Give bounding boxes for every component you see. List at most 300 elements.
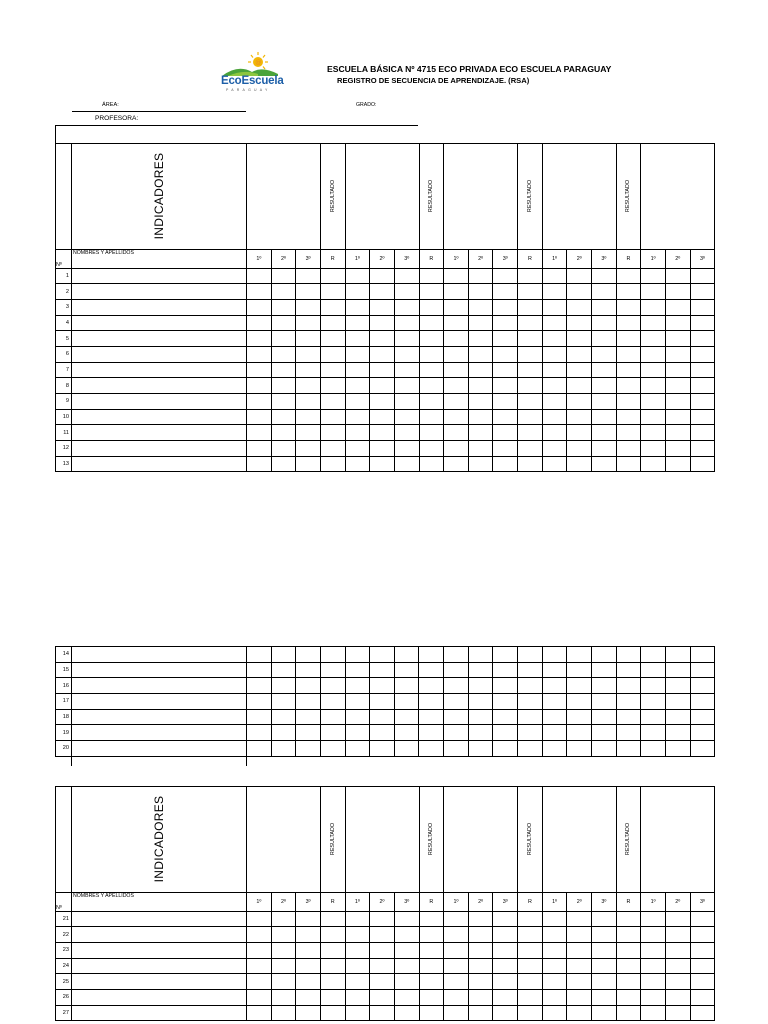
grade-cell[interactable] bbox=[641, 911, 666, 927]
grade-cell[interactable] bbox=[247, 989, 272, 1005]
grade-cell[interactable] bbox=[247, 647, 272, 663]
grade-cell[interactable] bbox=[641, 456, 666, 472]
grade-cell[interactable] bbox=[468, 694, 493, 710]
grade-cell[interactable] bbox=[665, 725, 690, 741]
grade-cell[interactable] bbox=[641, 694, 666, 710]
grade-cell[interactable] bbox=[518, 1005, 543, 1021]
grade-cell[interactable] bbox=[665, 694, 690, 710]
grade-cell[interactable] bbox=[444, 647, 469, 663]
grade-cell[interactable] bbox=[567, 456, 592, 472]
grade-cell[interactable] bbox=[468, 989, 493, 1005]
grade-cell[interactable] bbox=[247, 927, 272, 943]
grade-cell[interactable] bbox=[320, 394, 345, 410]
grade-cell[interactable] bbox=[419, 989, 444, 1005]
grade-cell[interactable] bbox=[616, 974, 641, 990]
grade-cell[interactable] bbox=[591, 678, 616, 694]
grade-cell[interactable] bbox=[444, 942, 469, 958]
grade-cell[interactable] bbox=[493, 647, 518, 663]
grade-cell[interactable] bbox=[394, 1005, 419, 1021]
grade-cell[interactable] bbox=[592, 441, 617, 457]
grade-cell[interactable] bbox=[370, 409, 395, 425]
grade-cell[interactable] bbox=[518, 662, 543, 678]
grade-cell[interactable] bbox=[370, 942, 395, 958]
grade-cell[interactable] bbox=[444, 362, 469, 378]
grade-cell[interactable] bbox=[567, 441, 592, 457]
grade-cell[interactable] bbox=[567, 1005, 592, 1021]
grade-cell[interactable] bbox=[493, 456, 518, 472]
grade-cell[interactable] bbox=[616, 662, 641, 678]
grade-cell[interactable] bbox=[271, 409, 296, 425]
grade-cell[interactable] bbox=[542, 927, 567, 943]
grade-cell[interactable] bbox=[690, 284, 715, 300]
student-name-cell[interactable] bbox=[72, 974, 247, 990]
grade-cell[interactable] bbox=[419, 974, 444, 990]
grade-cell[interactable] bbox=[320, 974, 345, 990]
grade-cell[interactable] bbox=[616, 958, 641, 974]
grade-cell[interactable] bbox=[296, 299, 321, 315]
student-name-cell[interactable] bbox=[72, 315, 247, 331]
grade-cell[interactable] bbox=[444, 927, 469, 943]
grade-cell[interactable] bbox=[296, 662, 321, 678]
grade-cell[interactable] bbox=[592, 284, 617, 300]
grade-cell[interactable] bbox=[616, 709, 641, 725]
grade-cell[interactable] bbox=[444, 299, 469, 315]
grade-cell[interactable] bbox=[690, 741, 715, 757]
grade-cell[interactable] bbox=[567, 958, 592, 974]
grade-cell[interactable] bbox=[518, 284, 543, 300]
grade-cell[interactable] bbox=[518, 725, 543, 741]
grade-cell[interactable] bbox=[616, 425, 641, 441]
grade-cell[interactable] bbox=[345, 409, 370, 425]
grade-cell[interactable] bbox=[345, 958, 370, 974]
grade-cell[interactable] bbox=[468, 346, 493, 362]
grade-cell[interactable] bbox=[444, 331, 469, 347]
grade-cell[interactable] bbox=[271, 315, 296, 331]
grade-cell[interactable] bbox=[665, 268, 690, 284]
grade-cell[interactable] bbox=[444, 315, 469, 331]
grade-cell[interactable] bbox=[493, 346, 518, 362]
grade-cell[interactable] bbox=[444, 378, 469, 394]
grade-cell[interactable] bbox=[394, 678, 419, 694]
grade-cell[interactable] bbox=[518, 394, 543, 410]
grade-cell[interactable] bbox=[468, 409, 493, 425]
grade-cell[interactable] bbox=[247, 741, 272, 757]
grade-cell[interactable] bbox=[641, 378, 666, 394]
grade-cell[interactable] bbox=[370, 709, 395, 725]
grade-cell[interactable] bbox=[419, 441, 444, 457]
grade-cell[interactable] bbox=[690, 299, 715, 315]
grade-cell[interactable] bbox=[419, 725, 444, 741]
grade-cell[interactable] bbox=[542, 346, 567, 362]
grade-cell[interactable] bbox=[394, 394, 419, 410]
grade-cell[interactable] bbox=[345, 678, 370, 694]
grade-cell[interactable] bbox=[320, 958, 345, 974]
student-name-cell[interactable] bbox=[72, 456, 247, 472]
grade-cell[interactable] bbox=[271, 441, 296, 457]
grade-cell[interactable] bbox=[320, 362, 345, 378]
grade-cell[interactable] bbox=[493, 409, 518, 425]
grade-cell[interactable] bbox=[690, 927, 715, 943]
grade-cell[interactable] bbox=[468, 456, 493, 472]
grade-cell[interactable] bbox=[542, 647, 567, 663]
grade-cell[interactable] bbox=[296, 346, 321, 362]
grade-cell[interactable] bbox=[493, 284, 518, 300]
grade-cell[interactable] bbox=[345, 362, 370, 378]
grade-cell[interactable] bbox=[394, 409, 419, 425]
grade-cell[interactable] bbox=[370, 662, 395, 678]
grade-cell[interactable] bbox=[665, 331, 690, 347]
grade-cell[interactable] bbox=[468, 378, 493, 394]
grade-cell[interactable] bbox=[641, 725, 666, 741]
grade-cell[interactable] bbox=[296, 709, 321, 725]
grade-cell[interactable] bbox=[542, 299, 567, 315]
grade-cell[interactable] bbox=[296, 394, 321, 410]
grade-cell[interactable] bbox=[493, 958, 518, 974]
grade-cell[interactable] bbox=[690, 441, 715, 457]
grade-cell[interactable] bbox=[370, 315, 395, 331]
grade-cell[interactable] bbox=[271, 942, 296, 958]
grade-cell[interactable] bbox=[567, 394, 592, 410]
grade-cell[interactable] bbox=[296, 362, 321, 378]
grade-cell[interactable] bbox=[616, 284, 641, 300]
grade-cell[interactable] bbox=[665, 299, 690, 315]
indicator-group-cell[interactable] bbox=[444, 786, 518, 892]
grade-cell[interactable] bbox=[296, 911, 321, 927]
grade-cell[interactable] bbox=[641, 299, 666, 315]
grade-cell[interactable] bbox=[493, 331, 518, 347]
grade-cell[interactable] bbox=[394, 942, 419, 958]
grade-cell[interactable] bbox=[271, 709, 296, 725]
indicator-group-cell[interactable] bbox=[247, 786, 321, 892]
grade-cell[interactable] bbox=[665, 425, 690, 441]
grade-cell[interactable] bbox=[247, 662, 272, 678]
grade-cell[interactable] bbox=[370, 362, 395, 378]
grade-cell[interactable] bbox=[296, 989, 321, 1005]
grade-cell[interactable] bbox=[296, 331, 321, 347]
grade-cell[interactable] bbox=[518, 331, 543, 347]
grade-cell[interactable] bbox=[394, 284, 419, 300]
grade-cell[interactable] bbox=[296, 378, 321, 394]
grade-cell[interactable] bbox=[665, 958, 690, 974]
grade-cell[interactable] bbox=[419, 927, 444, 943]
grade-cell[interactable] bbox=[493, 725, 518, 741]
grade-cell[interactable] bbox=[518, 942, 543, 958]
grade-cell[interactable] bbox=[345, 725, 370, 741]
grade-cell[interactable] bbox=[345, 662, 370, 678]
grade-cell[interactable] bbox=[320, 409, 345, 425]
grade-cell[interactable] bbox=[641, 662, 666, 678]
grade-cell[interactable] bbox=[345, 284, 370, 300]
grade-cell[interactable] bbox=[468, 268, 493, 284]
grade-cell[interactable] bbox=[518, 299, 543, 315]
grade-cell[interactable] bbox=[518, 974, 543, 990]
grade-cell[interactable] bbox=[567, 678, 592, 694]
grade-cell[interactable] bbox=[518, 346, 543, 362]
grade-cell[interactable] bbox=[394, 378, 419, 394]
grade-cell[interactable] bbox=[616, 647, 641, 663]
grade-cell[interactable] bbox=[468, 331, 493, 347]
grade-cell[interactable] bbox=[271, 378, 296, 394]
grade-cell[interactable] bbox=[542, 362, 567, 378]
grade-cell[interactable] bbox=[690, 456, 715, 472]
grade-cell[interactable] bbox=[493, 927, 518, 943]
grade-cell[interactable] bbox=[296, 694, 321, 710]
grade-cell[interactable] bbox=[370, 927, 395, 943]
grade-cell[interactable] bbox=[468, 284, 493, 300]
grade-cell[interactable] bbox=[296, 456, 321, 472]
grade-cell[interactable] bbox=[641, 942, 666, 958]
grade-cell[interactable] bbox=[444, 284, 469, 300]
grade-cell[interactable] bbox=[271, 647, 296, 663]
grade-cell[interactable] bbox=[419, 911, 444, 927]
grade-cell[interactable] bbox=[665, 315, 690, 331]
grade-cell[interactable] bbox=[296, 441, 321, 457]
grade-cell[interactable] bbox=[271, 989, 296, 1005]
grade-cell[interactable] bbox=[493, 662, 518, 678]
grade-cell[interactable] bbox=[616, 346, 641, 362]
grade-cell[interactable] bbox=[444, 394, 469, 410]
grade-cell[interactable] bbox=[247, 425, 272, 441]
grade-cell[interactable] bbox=[518, 709, 543, 725]
grade-cell[interactable] bbox=[616, 725, 641, 741]
grade-cell[interactable] bbox=[271, 425, 296, 441]
grade-cell[interactable] bbox=[370, 456, 395, 472]
grade-cell[interactable] bbox=[419, 284, 444, 300]
grade-cell[interactable] bbox=[567, 362, 592, 378]
grade-cell[interactable] bbox=[468, 741, 493, 757]
grade-cell[interactable] bbox=[296, 647, 321, 663]
grade-cell[interactable] bbox=[320, 989, 345, 1005]
grade-cell[interactable] bbox=[419, 346, 444, 362]
grade-cell[interactable] bbox=[567, 315, 592, 331]
grade-cell[interactable] bbox=[542, 741, 567, 757]
grade-cell[interactable] bbox=[493, 394, 518, 410]
grade-cell[interactable] bbox=[592, 315, 617, 331]
grade-cell[interactable] bbox=[419, 741, 444, 757]
grade-cell[interactable] bbox=[665, 678, 690, 694]
grade-cell[interactable] bbox=[394, 299, 419, 315]
grade-cell[interactable] bbox=[345, 456, 370, 472]
grade-cell[interactable] bbox=[567, 647, 592, 663]
grade-cell[interactable] bbox=[542, 425, 567, 441]
grade-cell[interactable] bbox=[444, 741, 469, 757]
grade-cell[interactable] bbox=[690, 647, 715, 663]
grade-cell[interactable] bbox=[370, 741, 395, 757]
grade-cell[interactable] bbox=[493, 299, 518, 315]
grade-cell[interactable] bbox=[468, 441, 493, 457]
grade-cell[interactable] bbox=[591, 725, 616, 741]
grade-cell[interactable] bbox=[592, 425, 617, 441]
grade-cell[interactable] bbox=[296, 1005, 321, 1021]
grade-cell[interactable] bbox=[493, 378, 518, 394]
grade-cell[interactable] bbox=[518, 378, 543, 394]
grade-cell[interactable] bbox=[394, 741, 419, 757]
grade-cell[interactable] bbox=[419, 315, 444, 331]
grade-cell[interactable] bbox=[518, 456, 543, 472]
indicator-group-cell[interactable] bbox=[345, 786, 419, 892]
grade-cell[interactable] bbox=[468, 647, 493, 663]
grade-cell[interactable] bbox=[394, 911, 419, 927]
grade-cell[interactable] bbox=[665, 741, 690, 757]
grade-cell[interactable] bbox=[616, 456, 641, 472]
grade-cell[interactable] bbox=[444, 456, 469, 472]
grade-cell[interactable] bbox=[665, 647, 690, 663]
grade-cell[interactable] bbox=[247, 378, 272, 394]
student-name-cell[interactable] bbox=[72, 911, 247, 927]
grade-cell[interactable] bbox=[271, 394, 296, 410]
grade-cell[interactable] bbox=[542, 942, 567, 958]
grade-cell[interactable] bbox=[444, 694, 469, 710]
grade-cell[interactable] bbox=[567, 974, 592, 990]
grade-cell[interactable] bbox=[493, 942, 518, 958]
grade-cell[interactable] bbox=[419, 394, 444, 410]
grade-cell[interactable] bbox=[542, 694, 567, 710]
grade-cell[interactable] bbox=[641, 958, 666, 974]
grade-cell[interactable] bbox=[370, 425, 395, 441]
grade-cell[interactable] bbox=[592, 456, 617, 472]
grade-cell[interactable] bbox=[591, 647, 616, 663]
grade-cell[interactable] bbox=[444, 409, 469, 425]
grade-cell[interactable] bbox=[641, 678, 666, 694]
indicator-group-cell[interactable] bbox=[444, 143, 518, 249]
indicator-group-cell[interactable] bbox=[641, 143, 715, 249]
grade-cell[interactable] bbox=[641, 1005, 666, 1021]
grade-cell[interactable] bbox=[345, 741, 370, 757]
student-name-cell[interactable] bbox=[72, 299, 247, 315]
grade-cell[interactable] bbox=[468, 927, 493, 943]
grade-cell[interactable] bbox=[542, 409, 567, 425]
grade-cell[interactable] bbox=[567, 425, 592, 441]
grade-cell[interactable] bbox=[444, 346, 469, 362]
grade-cell[interactable] bbox=[518, 958, 543, 974]
grade-cell[interactable] bbox=[493, 1005, 518, 1021]
grade-cell[interactable] bbox=[665, 709, 690, 725]
student-name-cell[interactable] bbox=[72, 378, 247, 394]
grade-cell[interactable] bbox=[518, 989, 543, 1005]
grade-cell[interactable] bbox=[493, 741, 518, 757]
grade-cell[interactable] bbox=[665, 394, 690, 410]
grade-cell[interactable] bbox=[345, 425, 370, 441]
student-name-cell[interactable] bbox=[72, 647, 247, 663]
grade-cell[interactable] bbox=[468, 1005, 493, 1021]
grade-cell[interactable] bbox=[271, 331, 296, 347]
grade-cell[interactable] bbox=[419, 362, 444, 378]
grade-cell[interactable] bbox=[247, 725, 272, 741]
grade-cell[interactable] bbox=[247, 346, 272, 362]
grade-cell[interactable] bbox=[296, 741, 321, 757]
grade-cell[interactable] bbox=[592, 378, 617, 394]
grade-cell[interactable] bbox=[641, 927, 666, 943]
student-name-cell[interactable] bbox=[72, 284, 247, 300]
grade-cell[interactable] bbox=[592, 911, 617, 927]
grade-cell[interactable] bbox=[394, 362, 419, 378]
grade-cell[interactable] bbox=[690, 1005, 715, 1021]
grade-cell[interactable] bbox=[271, 927, 296, 943]
grade-cell[interactable] bbox=[320, 284, 345, 300]
grade-cell[interactable] bbox=[320, 346, 345, 362]
grade-cell[interactable] bbox=[394, 694, 419, 710]
grade-cell[interactable] bbox=[345, 299, 370, 315]
grade-cell[interactable] bbox=[419, 456, 444, 472]
grade-cell[interactable] bbox=[468, 709, 493, 725]
grade-cell[interactable] bbox=[419, 647, 444, 663]
grade-cell[interactable] bbox=[518, 441, 543, 457]
grade-cell[interactable] bbox=[394, 441, 419, 457]
grade-cell[interactable] bbox=[616, 378, 641, 394]
grade-cell[interactable] bbox=[468, 299, 493, 315]
grade-cell[interactable] bbox=[345, 394, 370, 410]
grade-cell[interactable] bbox=[320, 331, 345, 347]
grade-cell[interactable] bbox=[518, 315, 543, 331]
grade-cell[interactable] bbox=[616, 362, 641, 378]
grade-cell[interactable] bbox=[320, 725, 345, 741]
grade-cell[interactable] bbox=[518, 911, 543, 927]
grade-cell[interactable] bbox=[370, 958, 395, 974]
grade-cell[interactable] bbox=[665, 989, 690, 1005]
grade-cell[interactable] bbox=[665, 441, 690, 457]
grade-cell[interactable] bbox=[320, 662, 345, 678]
grade-cell[interactable] bbox=[542, 989, 567, 1005]
student-name-cell[interactable] bbox=[72, 394, 247, 410]
grade-cell[interactable] bbox=[616, 741, 641, 757]
grade-cell[interactable] bbox=[518, 741, 543, 757]
grade-cell[interactable] bbox=[296, 725, 321, 741]
grade-cell[interactable] bbox=[370, 989, 395, 1005]
grade-cell[interactable] bbox=[468, 362, 493, 378]
grade-cell[interactable] bbox=[370, 911, 395, 927]
grade-cell[interactable] bbox=[419, 694, 444, 710]
grade-cell[interactable] bbox=[320, 1005, 345, 1021]
grade-cell[interactable] bbox=[247, 441, 272, 457]
grade-cell[interactable] bbox=[468, 394, 493, 410]
student-name-cell[interactable] bbox=[72, 662, 247, 678]
grade-cell[interactable] bbox=[641, 284, 666, 300]
grade-cell[interactable] bbox=[444, 1005, 469, 1021]
grade-cell[interactable] bbox=[641, 315, 666, 331]
grade-cell[interactable] bbox=[641, 268, 666, 284]
student-name-cell[interactable] bbox=[72, 989, 247, 1005]
grade-cell[interactable] bbox=[542, 911, 567, 927]
grade-cell[interactable] bbox=[296, 268, 321, 284]
grade-cell[interactable] bbox=[370, 441, 395, 457]
grade-cell[interactable] bbox=[567, 346, 592, 362]
grade-cell[interactable] bbox=[616, 678, 641, 694]
grade-cell[interactable] bbox=[394, 709, 419, 725]
grade-cell[interactable] bbox=[271, 299, 296, 315]
grade-cell[interactable] bbox=[271, 362, 296, 378]
grade-cell[interactable] bbox=[370, 268, 395, 284]
grade-cell[interactable] bbox=[370, 725, 395, 741]
student-name-cell[interactable] bbox=[72, 1005, 247, 1021]
grade-cell[interactable] bbox=[271, 1005, 296, 1021]
grade-cell[interactable] bbox=[616, 315, 641, 331]
grade-cell[interactable] bbox=[296, 927, 321, 943]
grade-cell[interactable] bbox=[320, 441, 345, 457]
grade-cell[interactable] bbox=[296, 974, 321, 990]
grade-cell[interactable] bbox=[591, 709, 616, 725]
grade-cell[interactable] bbox=[493, 425, 518, 441]
grade-cell[interactable] bbox=[567, 378, 592, 394]
grade-cell[interactable] bbox=[616, 694, 641, 710]
grade-cell[interactable] bbox=[394, 974, 419, 990]
grade-cell[interactable] bbox=[616, 268, 641, 284]
grade-cell[interactable] bbox=[419, 942, 444, 958]
grade-cell[interactable] bbox=[493, 709, 518, 725]
grade-cell[interactable] bbox=[296, 678, 321, 694]
grade-cell[interactable] bbox=[592, 989, 617, 1005]
grade-cell[interactable] bbox=[542, 284, 567, 300]
grade-cell[interactable] bbox=[247, 409, 272, 425]
